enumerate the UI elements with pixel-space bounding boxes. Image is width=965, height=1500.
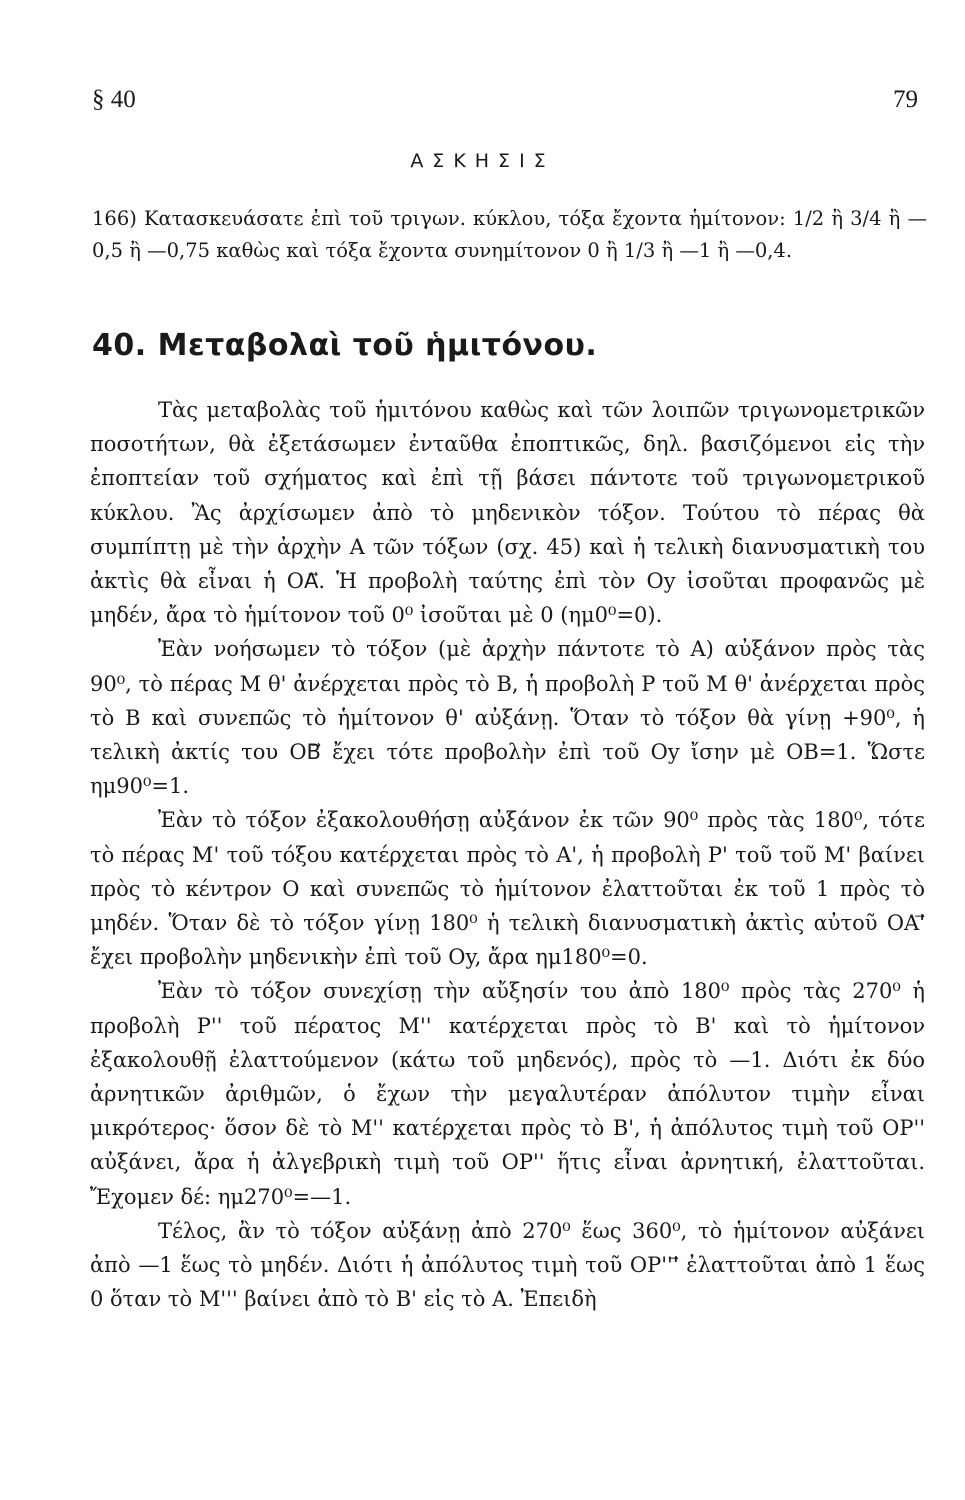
- exercise-166: 166) Κατασκευάσατε ἐπὶ τοῦ τριγων. κύκλου, τόξα ἔχοντα ἡμίτονον: 1/2 ἢ 3/4 ἢ —0,5 ἢ —0,75 καθὼς καὶ τόξα ἔχοντα συνημίτονον 0 ἢ 1/3 ἢ —1 ἢ —0,4.: [92, 207, 927, 262]
- paragraph: Τέλος, ἂν τὸ τόξον αὐξάνῃ ἀπὸ 270⁰ ἕως 360⁰, τὸ ἡμίτονον αὐξάνει ἀπὸ —1 ἕως τὸ μηδέν. Διότι ἡ ἀπόλυτος τιμὴ τοῦ ΟΡ'''⃗ ἐλαττοῦται ἀπὸ 1 ἕως 0 ὅταν τὸ Μ''' βαίνει ἀπὸ τὸ Β' εἰς τὸ Α. Ἐπειδὴ: [90, 1218, 925, 1312]
- paragraph: Ἐὰν τὸ τόξον ἐξακολουθήσῃ αὐξάνον ἐκ τῶν 90⁰ πρὸς τὰς 180⁰, τότε τὸ πέρας Μ' τοῦ τόξου κατέρχεται πρὸς τὸ Α', ἡ προβολὴ Ρ' τοῦ τοῦ Μ' βαίνει πρὸς τὸ κέντρον Ο καὶ συνεπῶς τὸ ἡμίτονον ἐλαττοῦται ἐκ τοῦ 1 πρὸς τὸ μηδέν. Ὅταν δὲ τὸ τόξον γίνῃ 180⁰ ἡ τελικὴ διανυσματικὴ ἀκτὶς αὐτοῦ ΟΑ'⃗ ἔχει προβολὴν μηδενικὴν ἐπὶ τοῦ Οy, ἄρα ημ180⁰=0.: [90, 808, 925, 970]
- page-header: [92, 86, 918, 120]
- page-number: 79: [893, 86, 918, 113]
- section-number: § 40: [92, 86, 136, 113]
- section-title: 40. Μεταβολαὶ τοῦ ἡμιτόνου.: [92, 328, 598, 363]
- paragraph: Τὰς μεταβολὰς τοῦ ἡμιτόνου καθὼς καὶ τῶν λοιπῶν τριγωνομετρικῶν ποσοτήτων, θὰ ἐξετάσωμεν ἐνταῦθα ἐποπτικῶς, δηλ. βασιζόμενοι εἰς τὴν ἐποπτείαν τοῦ σχήματος καὶ ἐπὶ τῇ βάσει πάντοτε τοῦ τριγωνομετρικοῦ κύκλου. Ἂς ἀρχίσωμεν ἀπὸ τὸ μηδενικὸν τόξον. Τούτου τὸ πέρας θὰ συμπίπτῃ μὲ τὴν ἀρχὴν Α τῶν τόξων (σχ. 45) καὶ ἡ τελικὴ διανυσματικὴ του ἀκτὶς θὰ εἶναι ἡ ΟΑ⃗. Ἡ προβολὴ ταύτης ἐπὶ τὸν Οy ἰσοῦται προφανῶς μὲ μηδέν, ἄρα τὸ ἡμίτονον τοῦ 0⁰ ἰσοῦται μὲ 0 (ημ0⁰=0).: [90, 398, 925, 628]
- paragraph: Ἐὰν νοήσωμεν τὸ τόξον (μὲ ἀρχὴν πάντοτε τὸ Α) αὐξάνον πρὸς τὰς 90⁰, τὸ πέρας Μ θ' ἀνέρχεται πρὸς τὸ Β, ἡ προβολὴ Ρ τοῦ Μ θ' ἀνέρχεται πρὸς τὸ Β καὶ συνεπῶς τὸ ἡμίτονον θ' αὐξάνῃ. Ὅταν τὸ τόξον θὰ γίνῃ +90⁰, ἡ τελικὴ ἀκτίς του ΟΒ⃗ ἔχει τότε προβολὴν ἐπὶ τοῦ Οy ἴσην μὲ ΟΒ=1. Ὥστε ημ90⁰=1.: [90, 637, 925, 799]
- paragraph: Ἐὰν τὸ τόξον συνεχίσῃ τὴν αὔξησίν του ἀπὸ 180⁰ πρὸς τὰς 270⁰ ἡ προβολὴ Ρ'' τοῦ πέρατος Μ'' κατέρχεται πρὸς τὸ Β' καὶ τὸ ἡμίτονον ἐξακολουθῇ ἐλαττούμενον (κάτω τοῦ μηδενός), πρὸς τὸ —1. Διότι ἐκ δύο ἀρνητικῶν ἀριθμῶν, ὁ ἔχων τὴν μεγαλυτέραν ἀπόλυτον τιμὴν εἶναι μικρότερος· ὅσον δὲ τὸ Μ'' κατέρχεται πρὸς τὸ Β', ἡ ἀπόλυτος τιμὴ τοῦ ΟΡ'' αὐξάνει, ἄρα ἡ ἀλγεβρικὴ τιμὴ τοῦ ΟΡ'' ἥτις εἶναι ἀρνητική, ἐλαττοῦται. Ἔχομεν δέ: ημ270⁰=—1.: [90, 979, 925, 1209]
- body-text: [90, 393, 925, 1316]
- exercises-heading: ΑΣΚΗΣΙΣ: [410, 150, 555, 172]
